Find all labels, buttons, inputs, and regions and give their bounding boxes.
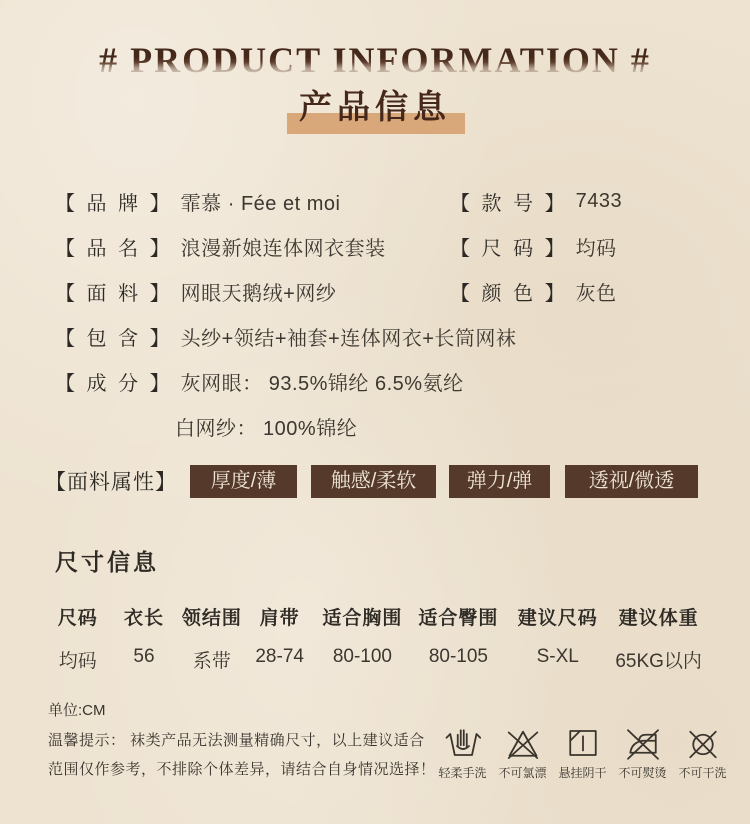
spec-label: 【 尺 码 】	[450, 237, 568, 260]
product-specs	[55, 179, 750, 449]
spec-label: 【 成 分 】	[55, 372, 173, 395]
spec-value: 浪漫新娘连体网衣套装	[180, 237, 386, 260]
spec-label: 【 面 料 】	[55, 282, 173, 305]
size-cell: 65KG以内	[615, 650, 702, 672]
spec-row-model	[450, 179, 622, 224]
size-cell: 系带	[192, 650, 231, 672]
spec-label: 【 款 号 】	[450, 192, 568, 215]
spec-value: 灰色	[575, 282, 617, 305]
spec-value: 头纱+领结+袖套+连体网衣+长筒网袜	[180, 327, 517, 350]
header	[0, 0, 750, 129]
spec-value: 网眼天鹅绒+网纱	[180, 282, 337, 305]
spec-value: 霏慕 · Fée et moi	[180, 192, 341, 215]
care-item-hang-dry	[557, 725, 608, 781]
size-header: 适合臀围	[418, 607, 499, 629]
size-cell: 均码	[58, 650, 97, 672]
fabric-badge-transparency: 透视/微透	[565, 465, 698, 498]
care-item-no-iron	[617, 725, 668, 781]
care-label: 轻柔手洗	[438, 765, 487, 780]
unit-note: 单位:CM	[48, 701, 106, 719]
tip-line-2: 范围仅作参考，不排除个体差异，请结合自身情况选择！	[48, 760, 436, 778]
spec-value: 灰网眼： 93.5%锦纶 6.5%氨纶	[180, 372, 464, 395]
no-iron-icon	[625, 725, 661, 761]
size-table-value-row	[48, 646, 710, 673]
no-bleach-icon	[505, 725, 541, 761]
spec-label: 【 品 牌 】	[55, 192, 173, 215]
size-header: 尺码	[57, 607, 98, 629]
fabric-attributes-label: 【面料属性】	[45, 471, 177, 495]
spec-value: 7433	[575, 189, 623, 212]
size-table-header-row	[48, 603, 710, 630]
size-header: 肩带	[259, 607, 300, 629]
care-label: 不可干洗	[678, 765, 727, 780]
fabric-badge-thickness: 厚度/薄	[190, 465, 297, 498]
size-cell: S-XL	[536, 645, 579, 667]
care-label: 悬挂阴干	[558, 765, 607, 780]
tip-line-1: 温馨提示： 袜类产品无法测量精确尺寸，以上建议适合	[48, 731, 425, 749]
page-title-en: # PRODUCT INFORMATION #	[0, 40, 750, 81]
care-label: 不可氯漂	[498, 765, 547, 780]
spec-row-color	[450, 269, 617, 314]
size-header: 衣长	[123, 607, 164, 629]
fabric-attributes	[45, 465, 750, 498]
spec-label: 【 颜 色 】	[450, 282, 568, 305]
hand-wash-icon	[445, 725, 481, 761]
page-title-cn: 产品信息	[299, 89, 451, 129]
spec-value: 白网纱： 100%锦纶	[175, 417, 358, 440]
size-cell: 80-105	[428, 645, 488, 667]
spec-label: 【 品 名 】	[55, 237, 173, 260]
spec-row-composition-2	[55, 404, 750, 449]
size-cell: 28-74	[255, 645, 304, 667]
page-title-cn-wrap	[0, 89, 750, 129]
size-cell: 56	[133, 645, 155, 667]
care-item-no-dry-clean	[677, 725, 728, 781]
hang-dry-icon	[565, 725, 601, 761]
care-item-no-bleach	[497, 725, 548, 781]
spec-row-product-name	[55, 224, 750, 269]
care-symbols	[437, 725, 728, 784]
spec-row-fabric	[55, 269, 750, 314]
size-cell: 80-100	[332, 645, 392, 667]
size-header: 领结围	[181, 607, 242, 629]
bottom-section	[48, 699, 728, 784]
notes	[48, 699, 436, 784]
spec-row-composition	[55, 359, 750, 404]
fabric-badge-touch: 触感/柔软	[311, 465, 436, 498]
size-header: 适合胸围	[322, 607, 403, 629]
spec-value: 均码	[575, 237, 617, 260]
care-item-hand-wash	[437, 725, 488, 781]
size-header: 建议尺码	[517, 607, 598, 629]
spec-row-brand	[55, 179, 750, 224]
size-section-title: 尺寸信息	[55, 548, 159, 575]
no-dry-clean-icon	[685, 725, 721, 761]
spec-row-includes	[55, 314, 750, 359]
size-table	[48, 603, 710, 673]
care-label: 不可熨烫	[618, 765, 667, 780]
size-header: 建议体重	[618, 607, 699, 629]
fabric-badge-elasticity: 弹力/弹	[449, 465, 550, 498]
spec-row-size	[450, 224, 617, 269]
spec-label: 【 包 含 】	[55, 327, 173, 350]
